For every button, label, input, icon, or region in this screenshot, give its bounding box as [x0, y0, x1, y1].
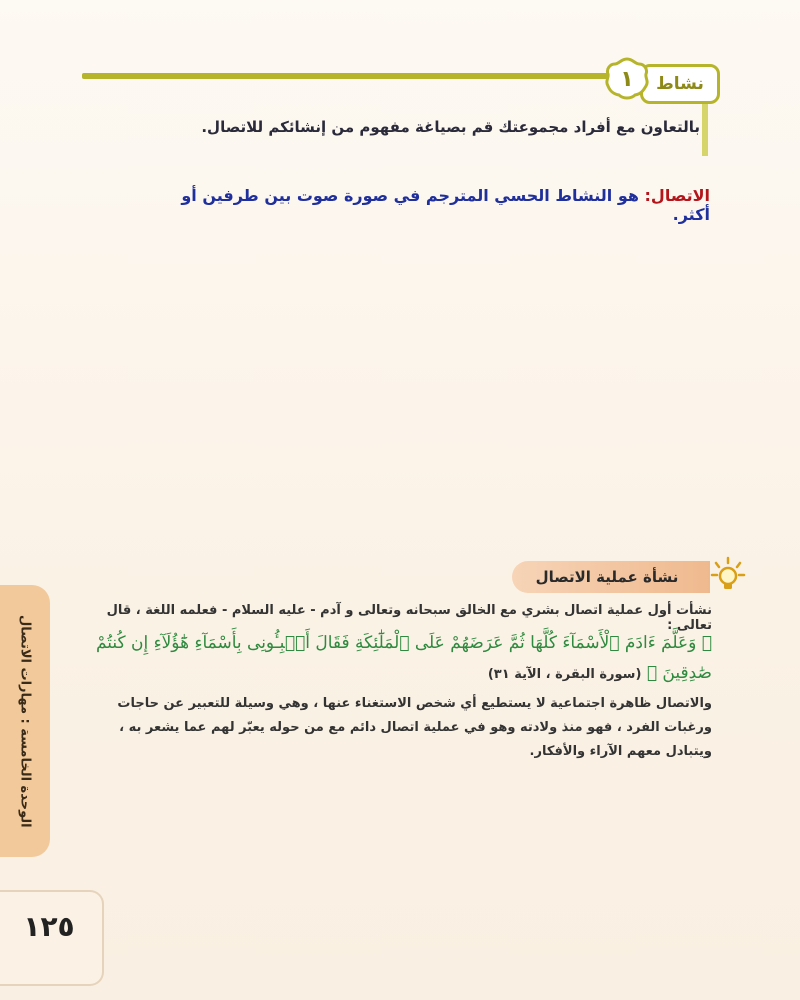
activity-instruction: بالتعاون مع أفراد مجموعتك قم بصياغة مفهوم من إنشائكم للاتصال.: [201, 118, 700, 136]
activity-header-line: [82, 73, 622, 79]
definition-text: هو النشاط الحسي المترجم في صورة صوت بين طرفين أو أكثر.: [181, 186, 710, 224]
section-title: نشأة عملية الاتصال: [535, 568, 679, 586]
verse-reference: (سورة البقرة ، الآية ٣١): [487, 667, 642, 682]
unit-title: الوحدة الخامسة : مهارات الاتصال: [17, 614, 33, 828]
activity-label: نشاط: [640, 64, 720, 104]
unit-sidebar-tab: [0, 585, 50, 857]
verse-text: ﴿ وَعَلَّمَ ءَادَمَ ٱلْأَسْمَآءَ كُلَّهَا ثُمَّ عَرَضَهُمْ عَلَى ٱلْمَلَٰٓئِكَةِ فَقَالَ أَنۢبِـُٔونِى بِأَسْمَآءِ هَٰٓؤُلَآءِ إِن كُنتُمْ صَٰدِقِينَ ﴾: [95, 633, 712, 683]
section-intro: نشأت أول عملية اتصال بشري مع الخالق سبحانه وتعالى و آدم - عليه السلام - فعلمه اللغة ، قال تعالى :: [106, 603, 712, 633]
activity-number: ١: [620, 66, 634, 92]
page-number: ١٢٥: [23, 910, 75, 943]
definition-term: الاتصال:: [644, 186, 710, 205]
lightbulb-icon: [708, 555, 748, 595]
section-paragraph: والاتصال ظاهرة اجتماعية لا يستطيع أي شخص الاستغناء عنها ، وهي وسيلة للتعبير عن حاجات ورغبات الفرد ، فهو منذ ولادته وهو في عملية اتصال دائم مع من حوله يعبّر لهم عما يشعر به ، ويتبادل معهم الآراء والأفكار.: [117, 696, 712, 759]
quran-verse: [62, 628, 712, 690]
activity-number-badge: [603, 56, 651, 102]
definition: [150, 186, 710, 224]
